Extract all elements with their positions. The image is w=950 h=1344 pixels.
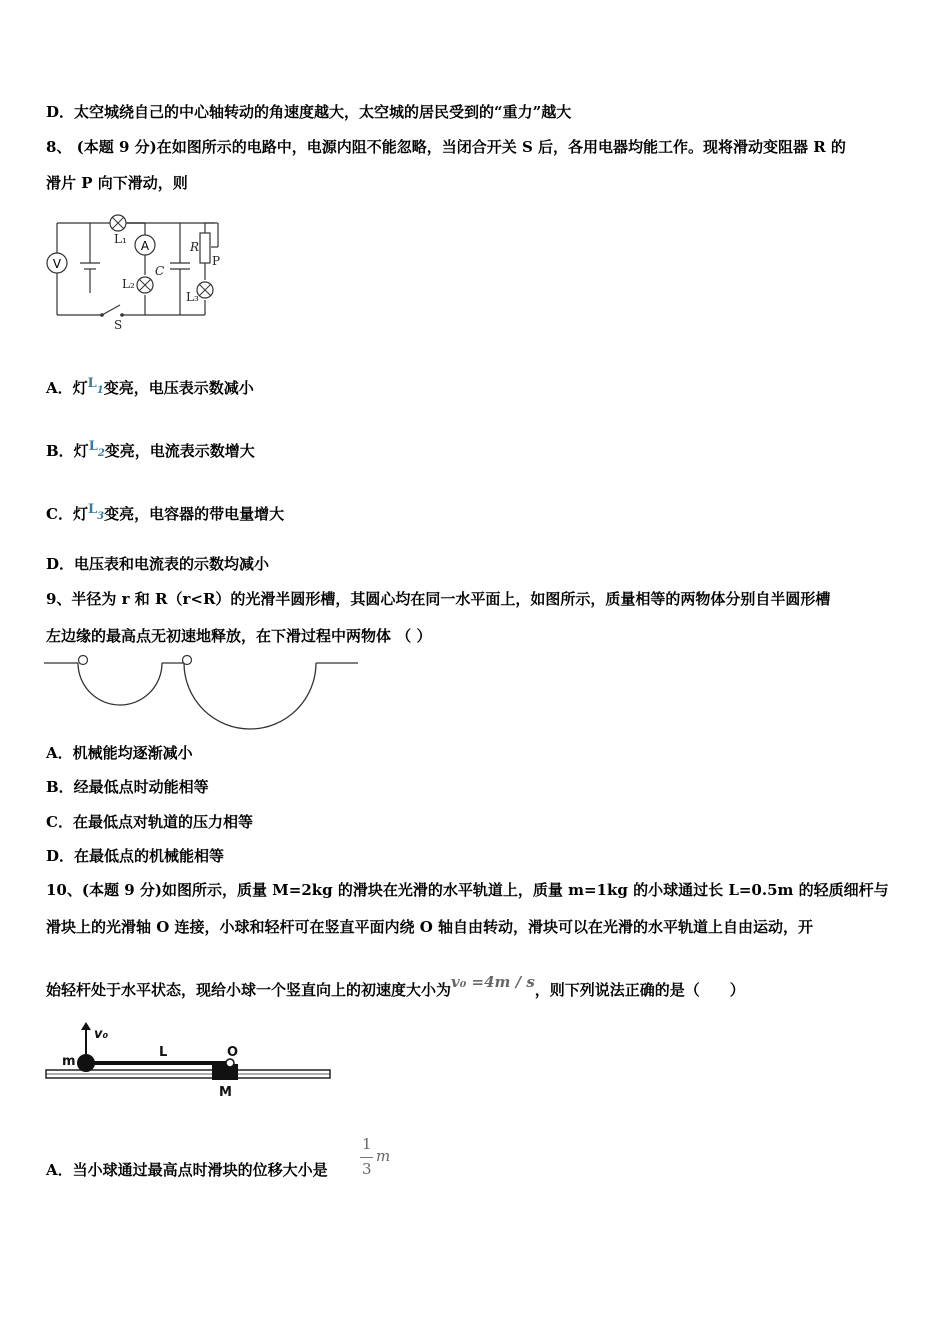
fraction-bar bbox=[360, 1157, 373, 1158]
q9-option-c: C．在最低点对轨道的压力相等 bbox=[46, 813, 253, 831]
v0-formula: v₀ =4m / s bbox=[451, 973, 535, 991]
label-l: L bbox=[159, 1045, 168, 1060]
q9-option-d: D．在最低点的机械能相等 bbox=[46, 847, 225, 865]
q8-option-d: D．电压表和电流表的示数均减小 bbox=[46, 555, 270, 573]
q8-stem-line1: 8、 (本题 9 分)在如图所示的电路中，电源内阻不能忽略，当闭合开关 S 后，各用电器均能工作。现将滑动变阻器 R 的 bbox=[46, 138, 846, 156]
q9-stem-line2: 左边缘的最高点无初速地释放，在下滑过程中两物体 （ ） bbox=[46, 627, 432, 645]
label-s: S bbox=[114, 318, 123, 332]
q8-option-b: B．灯L2变亮，电流表示数增大 bbox=[46, 439, 255, 460]
label-o: O bbox=[227, 1045, 239, 1060]
fraction-denominator: 3 bbox=[362, 1160, 372, 1178]
label-m-ball: m bbox=[62, 1054, 76, 1069]
fraction-unit: m bbox=[376, 1147, 391, 1165]
label-m-block: M bbox=[219, 1085, 232, 1100]
ammeter-label: A bbox=[140, 239, 150, 253]
large-ball bbox=[183, 656, 192, 665]
lamp-l1-symbol bbox=[110, 215, 126, 231]
label-c: C bbox=[155, 264, 165, 278]
q10-slider-figure bbox=[44, 1020, 334, 1100]
label-p: P bbox=[212, 254, 221, 268]
q10-stem-line3: 始轻杆处于水平状态，现给小球一个竖直向上的初速度大小为v₀ =4m / s，则下列说法正确的是（ ） bbox=[46, 973, 745, 999]
q9-option-a: A．机械能均逐渐减小 bbox=[46, 744, 193, 762]
fraction-numerator: 1 bbox=[362, 1135, 372, 1153]
q8-option-a: A．灯L1变亮，电压表示数减小 bbox=[46, 376, 254, 397]
label-l3: L₃ bbox=[186, 290, 199, 304]
q9-option-b: B．经最低点时动能相等 bbox=[46, 778, 209, 796]
label-v0: v₀ bbox=[94, 1027, 109, 1042]
voltmeter-label: V bbox=[52, 257, 62, 271]
axle-o bbox=[226, 1059, 234, 1067]
q8-circuit-diagram bbox=[40, 205, 230, 335]
label-l2: L₂ bbox=[122, 277, 135, 291]
q7-option-d: D．太空城绕自己的中心轴转动的角速度越大，太空城的居民受到的“重力”越大 bbox=[46, 103, 572, 121]
lamp-l3-symbol bbox=[197, 282, 213, 298]
q9-stem-line1: 9、半径为 r 和 R（r<R）的光滑半圆形槽，其圆心均在同一水平面上，如图所示，质量相等的两物体分别自半圆形槽 bbox=[46, 590, 831, 608]
q10-stem-line2: 滑块上的光滑轴 O 连接，小球和轻杆可在竖直平面内绕 O 轴自由转动，滑块可以在光滑的水平轨道上自由运动，开 bbox=[46, 918, 814, 936]
q10-stem-line1: 10、(本题 9 分)如图所示，质量 M=2kg 的滑块在光滑的水平轨道上，质量 m=1kg 的小球通过长 L=0.5m 的轻质细杆与 bbox=[46, 881, 889, 899]
slider-block-m bbox=[212, 1064, 238, 1080]
label-l1: L₁ bbox=[114, 232, 127, 246]
q8-option-c: C．灯L3变亮，电容器的带电量增大 bbox=[46, 502, 285, 523]
lamp-l2-symbol bbox=[137, 277, 153, 293]
ball-m bbox=[77, 1054, 95, 1072]
small-ball bbox=[79, 656, 88, 665]
q8-stem-line2: 滑片 P 向下滑动，则 bbox=[46, 174, 188, 192]
q10-option-a: A．当小球通过最高点时滑块的位移大小是 bbox=[46, 1161, 328, 1179]
q9-semicircle-figure bbox=[44, 652, 364, 730]
label-r: R bbox=[190, 240, 200, 254]
